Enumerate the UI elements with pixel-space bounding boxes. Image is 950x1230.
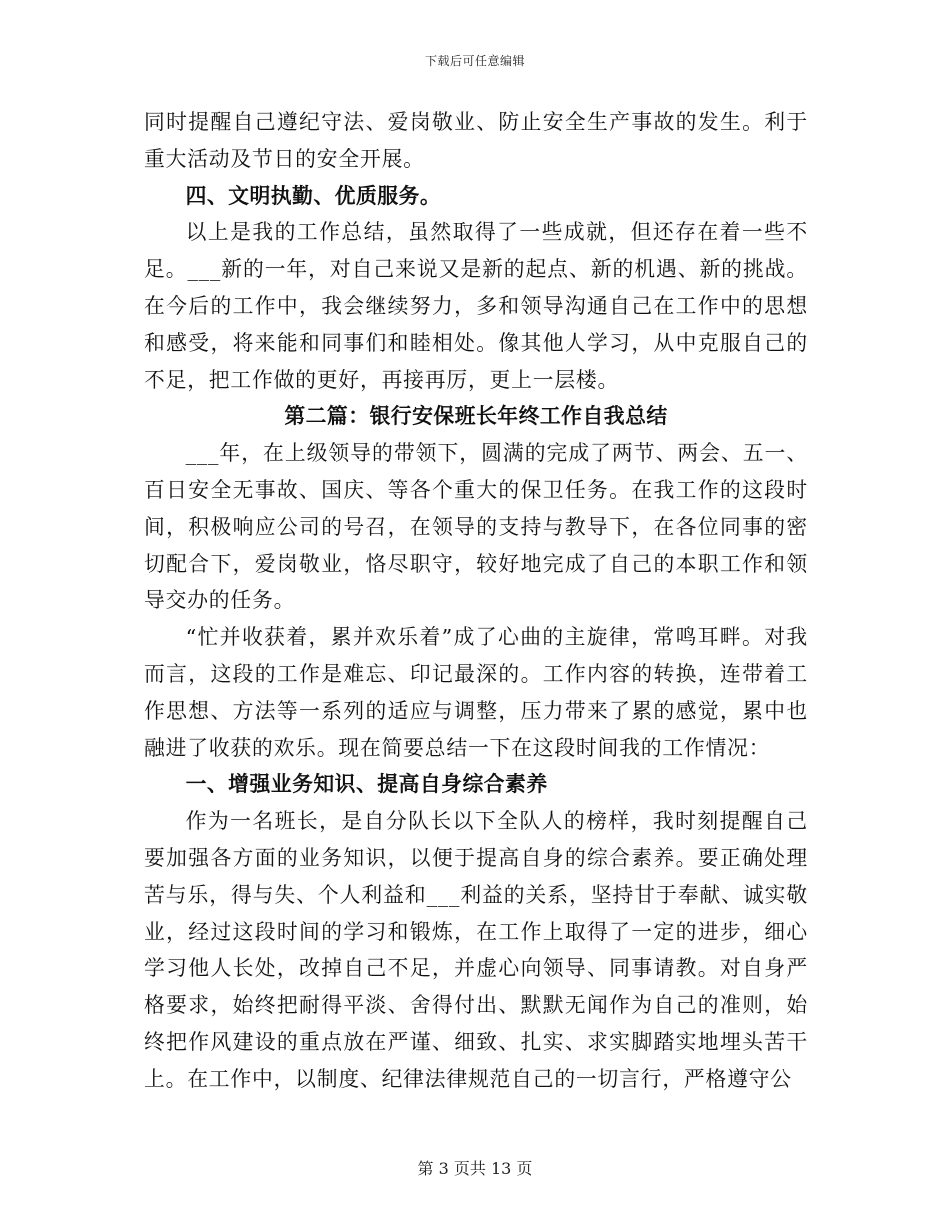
paragraph-summary: 以上是我的工作总结，虽然取得了一些成就，但还存在着一些不足。___新的一年，对自己来说又是新的起点、新的机遇、新的挑战。在今后的工作中，我会继续努力，多和领导沟通自己在工作中的思想和感受，将来能和同事们和睦相处。像其他人学习，从中克服自己的不足，把工作做的更好，再接再厉，更上一层楼。	[144, 220, 808, 392]
page-footer: 第 3 页共 13 页	[417, 1159, 533, 1178]
page-header: 下载后可任意编辑	[424, 54, 525, 68]
section-heading-one: 一、增强业务知识、提高自身综合素养	[185, 772, 548, 797]
chapter-title: 第二篇：银行安保班长年终工作自我总结	[284, 404, 668, 429]
paragraph-intro: ___年，在上级领导的带领下，圆满的完成了两节、两会、五一、百日安全无事故、国庆、等各个重大的保卫任务。在我工作的这段时间，积极响应公司的号召，在领导的支持与教导下，在各位同事的密切配合下，爱岗敬业，恪尽职守，较好地完成了自己的本职工作和领导交办的任务。	[144, 441, 808, 613]
paragraph-details: 作为一名班长，是自分队长以下全队人的榜样，我时刻提醒自己要加强各方面的业务知识，以便于提高自身的综合素养。要正确处理苦与乐，得与失、个人利益和___利益的关系，坚持甘于奉献、诚实敬业，经过这段时间的学习和锻炼，在工作上取得了一定的进步，细心学习他人长处，改掉自己不足，并虚心向领导、同事请教。对自身严格要求，始终把耐得平淡、舍得付出、默默无闻作为自己的准则，始终把作风建设的重点放在严谨、细致、扎实、求实脚踏实地埋头苦干上。在工作中，以制度、纪律法律规范自己的一切言行，严格遵守公	[144, 809, 808, 1091]
section-heading-four: 四、文明执勤、优质服务。	[185, 183, 442, 208]
paragraph-continuation: 同时提醒自己遵纪守法、爱岗敬业、防止安全生产事故的发生。利于重大活动及节日的安全开展。	[144, 110, 808, 171]
document-body	[144, 104, 808, 1098]
paragraph-reflection: “忙并收获着，累并欢乐着”成了心曲的主旋律，常鸣耳畔。对我而言，这段的工作是难忘、印记最深的。工作内容的转换，连带着工作思想、方法等一系列的适应与调整，压力带来了累的感觉，累中也融进了收获的欢乐。现在简要总结一下在这段时间我的工作情况：	[144, 625, 808, 760]
